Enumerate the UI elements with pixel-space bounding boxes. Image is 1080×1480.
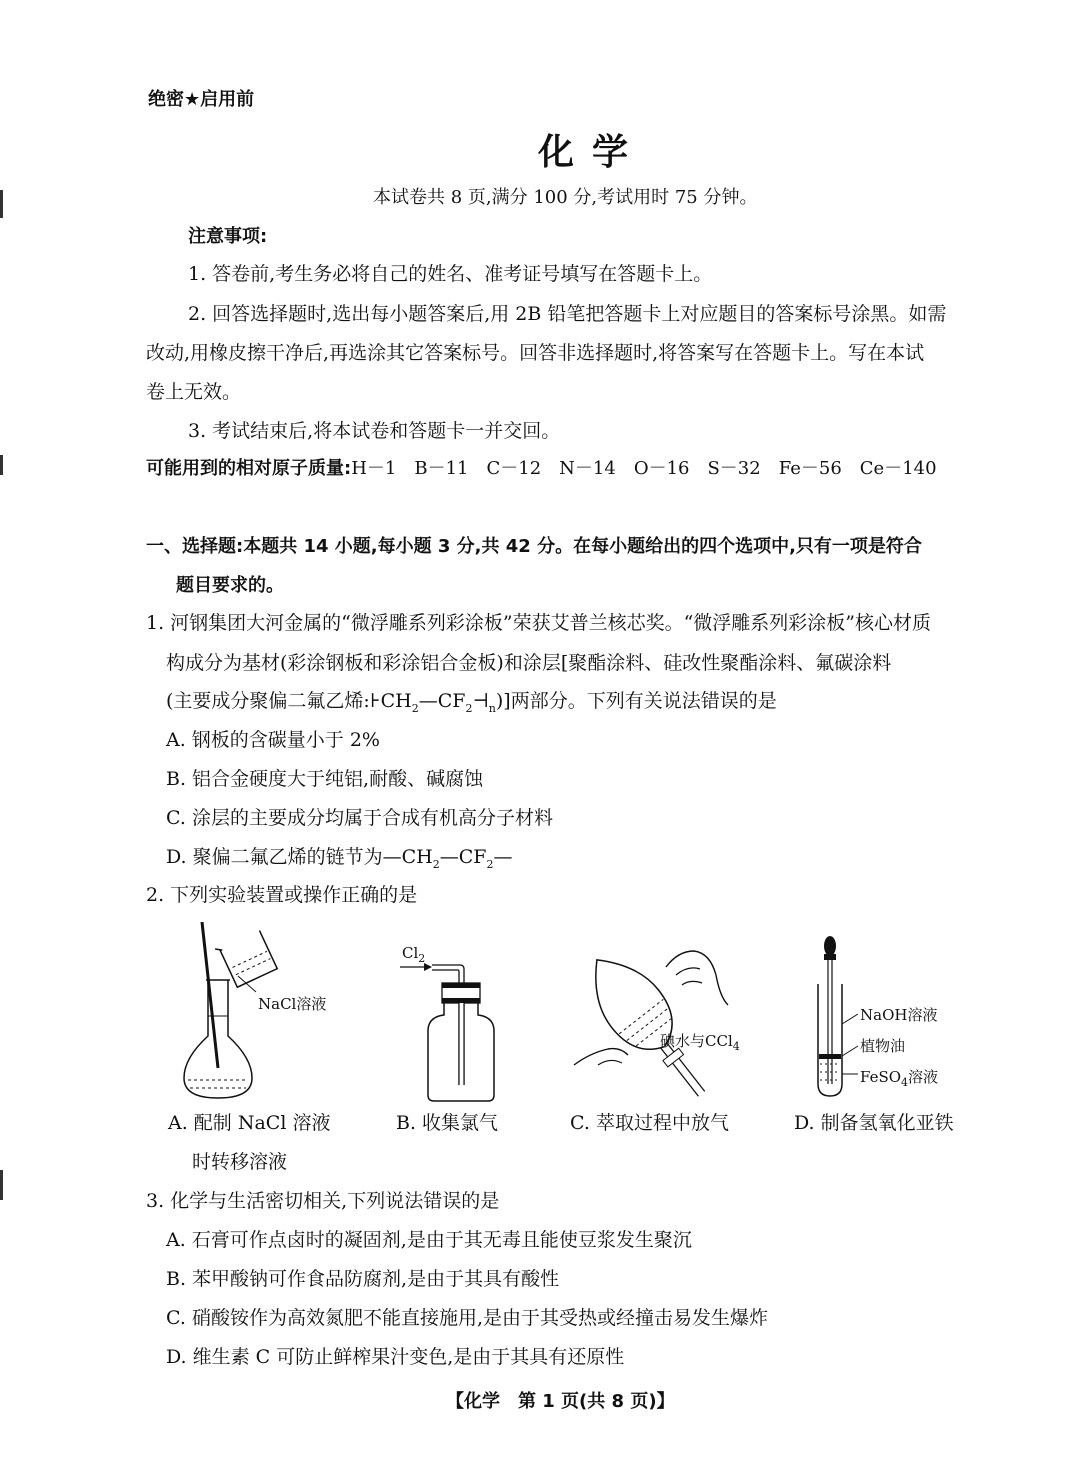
notice-item-2-cont: 卷上无效。 xyxy=(146,381,242,403)
scan-edge-mark xyxy=(0,455,3,475)
question-3-option-b: B. 苯甲酸钠可作食品防腐剂,是由于其具有酸性 xyxy=(166,1268,560,1290)
figure-d-label-feso4: FeSO$_4$溶液 xyxy=(860,1068,939,1089)
q1-line3-post: )]两部分。下列有关说法错误的是 xyxy=(495,690,777,712)
figure-a-caption-cont: 时转移溶液 xyxy=(192,1151,288,1173)
atomic-masses xyxy=(146,454,937,480)
figure-d-caption: D. 制备氢氧化亚铁 xyxy=(794,1112,954,1134)
figure-a-label: NaCl溶液 xyxy=(258,995,327,1013)
question-1-stem-cont xyxy=(166,686,777,715)
atomic-masses-label: 可能用到的相对原子质量: xyxy=(146,458,352,479)
figure-a-caption: A. 配制 NaCl 溶液 xyxy=(168,1112,331,1134)
page-title: 化学 xyxy=(538,132,647,173)
figure-b-caption: B. 收集氯气 xyxy=(396,1112,499,1134)
q1-line3-pre: (主要成分聚偏二氟乙烯: xyxy=(166,690,370,712)
section-heading: 一、选择题:本题共 14 小题,每小题 3 分,共 42 分。在每小题给出的四个选项中,只有一项是符合 xyxy=(146,536,922,557)
page-footer: 【化学 第 1 页(共 8 页)】 xyxy=(446,1391,675,1412)
polymer-formula: $⊦CH_2—CF_2⊣_n$ xyxy=(369,690,496,715)
question-2-stem: 2. 下列实验装置或操作正确的是 xyxy=(146,884,418,906)
question-1-option-a: A. 钢板的含碳量小于 2% xyxy=(166,729,380,751)
question-1-stem: 1. 河钢集团大河金属的“微浮雕系列彩涂板”荣获艾普兰核芯奖。“微浮雕系列彩涂板”核心材质 xyxy=(146,612,932,634)
notice-item-2-cont: 改动,用橡皮擦干净后,再选涂其它答案标号。回答非选择题时,将答案写在答题卡上。写在本试 xyxy=(146,342,925,364)
question-1-option-b: B. 铝合金硬度大于纯铝,耐酸、碱腐蚀 xyxy=(166,768,484,790)
confidential-label: 绝密★启用前 xyxy=(148,89,255,110)
section-heading-cont: 题目要求的。 xyxy=(176,575,284,596)
figure-c-separatory-funnel xyxy=(570,945,760,1095)
figure-d-label-oil: 植物油 xyxy=(860,1037,906,1055)
question-3-option-d: D. 维生素 C 可防止鲜榨果汁变色,是由于其具有还原性 xyxy=(166,1346,625,1368)
question-3-stem: 3. 化学与生活密切相关,下列说法错误的是 xyxy=(146,1190,500,1212)
figure-d-test-tube xyxy=(800,934,860,1104)
notice-heading: 注意事项: xyxy=(188,226,268,247)
notice-item-1: 1. 答卷前,考生务必将自己的姓名、准考证号填写在答题卡上。 xyxy=(188,263,713,285)
question-1-option-d: D. 聚偏二氟乙烯的链节为$—CH_2—CF_2—$ xyxy=(166,846,513,871)
notice-item-2: 2. 回答选择题时,选出每小题答案后,用 2B 铅笔把答题卡上对应题目的答案标号涂黑。如需 xyxy=(188,303,947,325)
figure-d-label-naoh: NaOH溶液 xyxy=(860,1006,938,1024)
question-1-option-c: C. 涂层的主要成分均属于合成有机高分子材料 xyxy=(166,807,553,829)
notice-item-3: 3. 考试结束后,将本试卷和答题卡一并交回。 xyxy=(188,420,561,442)
question-1-stem-cont: 构成分为基材(彩涂钢板和彩涂铝合金板)和涂层[聚酯涂料、硅改性聚酯涂料、氟碳涂料 xyxy=(166,652,892,674)
figure-c-caption: C. 萃取过程中放气 xyxy=(570,1112,729,1134)
exam-info: 本试卷共 8 页,满分 100 分,考试用时 75 分钟。 xyxy=(373,187,758,208)
figure-b-label: $Cl_2$ xyxy=(402,944,426,965)
atomic-masses-values: H－1 B－11 C－12 N－14 O－16 S－32 Fe－56 Ce－140 xyxy=(351,458,937,479)
figure-b-gas-bottle xyxy=(400,955,510,1105)
question-3-option-a: A. 石膏可作点卤时的凝固剂,是由于其无毒且能使豆浆发生聚沉 xyxy=(166,1229,692,1251)
scan-edge-mark xyxy=(0,190,3,218)
question-3-option-c: C. 硝酸铵作为高效氮肥不能直接施用,是由于其受热或经撞击易发生爆炸 xyxy=(166,1307,768,1329)
scan-edge-mark xyxy=(0,1170,3,1200)
figure-c-label: 碘水与CCl$_4$ xyxy=(660,1032,740,1053)
